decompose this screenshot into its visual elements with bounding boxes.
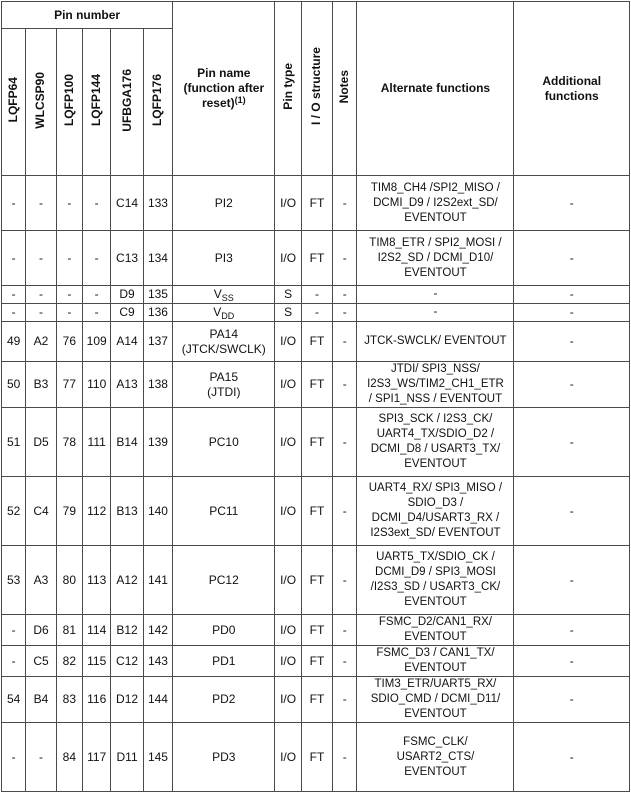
package-header-label: LQFP100 — [61, 73, 76, 127]
pin-type: I/O — [275, 546, 301, 615]
alternate-function-line: EVENTOUT — [404, 765, 467, 778]
alternate-functions — [357, 546, 514, 615]
alternate-functions-header: Alternate functions — [357, 2, 514, 176]
alternate-functions — [357, 231, 514, 286]
pin-ufbga176: C12 — [111, 646, 143, 677]
pin-lqfp176: 135 — [143, 286, 172, 304]
alternate-function-line: DCMI_D9 / I2S2ext_SD/ — [373, 196, 498, 209]
alternate-function-line: UART4_TX/SDIO_D2 / — [376, 428, 495, 440]
pin-description-table — [1, 1, 630, 792]
additional-functions: - — [514, 362, 630, 408]
alternate-function-line: JTCK-SWCLK/ EVENTOUT — [364, 335, 507, 347]
pin-name-text: PD0 — [212, 622, 236, 637]
pin-lqfp64: 49 — [2, 322, 26, 362]
alternate-function-line: FSMC_D2/CAN1_RX/ — [378, 616, 492, 628]
alternate-function-line: TIM3_ETR/UART5_RX/ — [374, 678, 497, 690]
pin-name-reset-function: (JTDI) — [207, 384, 241, 399]
pin-name-text: PC11 — [209, 503, 239, 518]
package-header-lqfp100 — [56, 29, 82, 176]
alternate-function-line: - — [433, 306, 438, 318]
pin-name-text: PD1 — [212, 653, 236, 668]
alternate-function-line: DCMI_D4/USART3_RX / — [371, 512, 500, 524]
table-row — [2, 286, 630, 304]
pin-lqfp64: - — [2, 723, 26, 792]
alternate-function-line: FSMC_CLK/ — [403, 735, 468, 748]
pin-lqfp144: - — [83, 176, 111, 231]
pin-wlcsp90: A2 — [26, 322, 56, 362]
pin-name — [173, 646, 275, 677]
pin-ufbga176: A14 — [111, 322, 143, 362]
pin-type-header — [275, 2, 301, 176]
pin-lqfp176: 144 — [143, 677, 172, 723]
alternate-function-line: SDIO_CMD / DCMI_D11/ — [370, 693, 501, 705]
pin-lqfp100: 84 — [56, 723, 82, 792]
pin-wlcsp90: C5 — [26, 646, 56, 677]
pin-lqfp64: 51 — [2, 408, 26, 477]
pin-lqfp64: - — [2, 304, 26, 322]
alternate-function-line: I2S3ext_SD/ EVENTOUT — [370, 527, 501, 539]
alternate-function-line: DCMI_D9 / SPI3_MOSI — [375, 566, 496, 578]
table-row — [2, 477, 630, 546]
alternate-function-line: USART2_CTS/ — [396, 750, 475, 763]
pin-wlcsp90: - — [26, 231, 56, 286]
pin-number-header: Pin number — [2, 2, 173, 29]
alternate-function-line: EVENTOUT — [404, 631, 467, 643]
table-row — [2, 677, 630, 723]
alternate-functions — [357, 322, 514, 362]
pin-ufbga176: C9 — [111, 304, 143, 322]
pin-type: I/O — [275, 615, 301, 646]
pin-notes: - — [333, 362, 357, 408]
pin-lqfp144: 111 — [83, 408, 111, 477]
pin-name-text: PC10 — [208, 434, 239, 449]
pin-type: I/O — [275, 176, 301, 231]
io-structure: - — [301, 304, 332, 322]
pin-ufbga176: B12 — [111, 615, 143, 646]
pin-lqfp176: 145 — [143, 723, 172, 792]
pin-name-text: PA15 — [209, 369, 239, 384]
pin-name — [173, 723, 275, 792]
pin-notes: - — [333, 677, 357, 723]
package-header-lqfp64 — [2, 29, 26, 176]
pin-lqfp176: 140 — [143, 477, 172, 546]
io-structure: FT — [301, 322, 332, 362]
pin-lqfp144: 113 — [83, 546, 111, 615]
pin-type: S — [275, 304, 301, 322]
pin-type: I/O — [275, 322, 301, 362]
alternate-functions — [357, 176, 514, 231]
alternate-function-line: JTDI/ SPI3_NSS/ — [391, 363, 480, 375]
pin-lqfp144: 110 — [83, 362, 111, 408]
pin-name-text: V — [213, 305, 222, 319]
pin-lqfp64: 52 — [2, 477, 26, 546]
io-structure-header — [301, 2, 332, 176]
pin-name — [173, 176, 275, 231]
io-structure: FT — [301, 408, 332, 477]
pin-notes: - — [333, 231, 357, 286]
alternate-functions — [357, 304, 514, 322]
pin-name — [173, 408, 275, 477]
pin-lqfp100: 83 — [56, 677, 82, 723]
notes-header — [333, 2, 357, 176]
io-structure: FT — [301, 723, 332, 792]
pin-ufbga176: A13 — [111, 362, 143, 408]
pin-type: I/O — [275, 408, 301, 477]
package-header-label: LQFP176 — [150, 73, 165, 127]
alternate-function-line: SPI3_SCK / I2S3_CK/ — [378, 413, 493, 425]
alternate-function-line: /I2S3_SD / USART3_CK/ — [370, 581, 501, 593]
pin-lqfp100: 77 — [56, 362, 82, 408]
table-row — [2, 362, 630, 408]
alternate-function-line: UART5_TX/SDIO_CK / — [376, 551, 495, 563]
pin-lqfp144: 117 — [83, 723, 111, 792]
table-row — [2, 723, 630, 792]
pin-lqfp64: 53 — [2, 546, 26, 615]
pin-name — [173, 546, 275, 615]
alternate-function-line: EVENTOUT — [404, 458, 467, 470]
pin-lqfp176: 139 — [143, 408, 172, 477]
io-structure: FT — [301, 615, 332, 646]
additional-functions: - — [514, 176, 630, 231]
package-header-wlcsp90 — [26, 29, 56, 176]
pin-lqfp100: - — [56, 231, 82, 286]
pin-name-subscript: DD — [221, 311, 235, 321]
pin-lqfp144: 114 — [83, 615, 111, 646]
io-structure-header-label: I / O structure — [309, 47, 324, 126]
pin-ufbga176: B14 — [111, 408, 143, 477]
alternate-functions — [357, 615, 514, 646]
table-row — [2, 322, 630, 362]
pin-wlcsp90: - — [26, 304, 56, 322]
pin-lqfp176: 137 — [143, 322, 172, 362]
alternate-function-line: / SPI1_NSS / EVENTOUT — [368, 393, 503, 405]
alternate-functions — [357, 408, 514, 477]
pin-wlcsp90: B4 — [26, 677, 56, 723]
pin-name-text: PA14 — [209, 326, 239, 341]
additional-functions: - — [514, 408, 630, 477]
pin-name-text: PI2 — [214, 195, 233, 210]
pin-notes: - — [333, 646, 357, 677]
additional-functions: - — [514, 322, 630, 362]
alternate-function-line: SDIO_D3 / — [407, 497, 464, 509]
pin-name-text: PD3 — [212, 749, 236, 764]
alternate-function-line: UART4_RX/ SPI3_MISO / — [368, 482, 503, 494]
pin-lqfp176: 142 — [143, 615, 172, 646]
pin-lqfp176: 133 — [143, 176, 172, 231]
pin-notes: - — [333, 286, 357, 304]
pin-lqfp100: 79 — [56, 477, 82, 546]
pin-wlcsp90: D5 — [26, 408, 56, 477]
package-header-lqfp144 — [83, 29, 111, 176]
pin-wlcsp90: D6 — [26, 615, 56, 646]
additional-functions: - — [514, 477, 630, 546]
pin-lqfp100: - — [56, 304, 82, 322]
additional-functions: - — [514, 646, 630, 677]
pin-name-header-line3: reset) — [201, 96, 235, 110]
io-structure: FT — [301, 477, 332, 546]
pin-lqfp176: 136 — [143, 304, 172, 322]
pin-lqfp144: - — [83, 304, 111, 322]
pin-name-header — [173, 2, 275, 176]
pin-name-header-line2: (function after — [183, 81, 265, 95]
pin-name — [173, 304, 275, 322]
pin-lqfp100: 80 — [56, 546, 82, 615]
pin-lqfp176: 134 — [143, 231, 172, 286]
pin-notes: - — [333, 615, 357, 646]
pin-lqfp64: - — [2, 615, 26, 646]
pin-ufbga176: C14 — [111, 176, 143, 231]
pin-type: I/O — [275, 646, 301, 677]
pin-name-text: V — [213, 287, 222, 301]
alternate-function-line: DCMI_D8 / USART3_TX/ — [370, 443, 501, 455]
additional-functions: - — [514, 723, 630, 792]
pin-name-subscript: SS — [221, 293, 234, 303]
pin-lqfp144: - — [83, 231, 111, 286]
pin-notes: - — [333, 546, 357, 615]
alternate-function-line: I2S3_WS/TIM2_CH1_ETR — [367, 378, 504, 390]
alternate-functions — [357, 362, 514, 408]
io-structure: FT — [301, 231, 332, 286]
table-row — [2, 231, 630, 286]
additional-functions: - — [514, 615, 630, 646]
pin-notes: - — [333, 408, 357, 477]
pin-lqfp64: 54 — [2, 677, 26, 723]
pin-name — [173, 477, 275, 546]
pin-name — [173, 615, 275, 646]
pin-type-header-label: Pin type — [280, 63, 295, 110]
io-structure: FT — [301, 362, 332, 408]
table-row — [2, 176, 630, 231]
alternate-functions — [357, 677, 514, 723]
pin-notes: - — [333, 304, 357, 322]
pin-name — [173, 322, 275, 362]
table-row — [2, 304, 630, 322]
pin-name — [173, 286, 275, 304]
pin-type: I/O — [275, 231, 301, 286]
pin-type: I/O — [275, 723, 301, 792]
pin-lqfp100: 81 — [56, 615, 82, 646]
pin-ufbga176: D12 — [111, 677, 143, 723]
pin-ufbga176: A12 — [111, 546, 143, 615]
alternate-function-line: EVENTOUT — [404, 211, 467, 224]
pin-lqfp144: 112 — [83, 477, 111, 546]
pin-lqfp64: - — [2, 646, 26, 677]
pin-lqfp144: - — [83, 286, 111, 304]
pin-lqfp144: 116 — [83, 677, 111, 723]
alternate-function-line: TIM8_CH4 /SPI2_MISO / — [370, 181, 500, 194]
pin-wlcsp90: A3 — [26, 546, 56, 615]
additional-functions: - — [514, 677, 630, 723]
pin-type: I/O — [275, 477, 301, 546]
pin-name — [173, 231, 275, 286]
pin-lqfp176: 138 — [143, 362, 172, 408]
pin-notes: - — [333, 322, 357, 362]
io-structure: FT — [301, 646, 332, 677]
alternate-function-line: EVENTOUT — [404, 596, 467, 608]
alternate-functions — [357, 723, 514, 792]
pin-name-reset-function: (JTCK/SWCLK) — [181, 341, 266, 356]
alternate-function-line: EVENTOUT — [404, 662, 467, 674]
alternate-functions — [357, 477, 514, 546]
pin-lqfp176: 143 — [143, 646, 172, 677]
table-row — [2, 646, 630, 677]
additional-functions: - — [514, 231, 630, 286]
pin-type: I/O — [275, 362, 301, 408]
pin-name-text: PD2 — [212, 692, 236, 706]
pin-type: I/O — [275, 677, 301, 723]
pin-name-footnote-ref: (1) — [234, 95, 246, 105]
pin-name-header-line1: Pin name — [197, 66, 251, 80]
alternate-functions — [357, 286, 514, 304]
pin-lqfp144: 109 — [83, 322, 111, 362]
pin-name-text: PC12 — [208, 572, 239, 587]
io-structure: FT — [301, 677, 332, 723]
package-header-ufbga176 — [111, 29, 143, 176]
pin-notes: - — [333, 723, 357, 792]
pin-wlcsp90: B3 — [26, 362, 56, 408]
table-row — [2, 408, 630, 477]
package-header-label: LQFP144 — [89, 73, 104, 127]
io-structure: FT — [301, 176, 332, 231]
pin-lqfp144: 115 — [83, 646, 111, 677]
alternate-function-line: I2S2_SD / DCMI_D10/ — [377, 251, 494, 264]
package-header-label: LQFP64 — [6, 77, 21, 123]
pin-notes: - — [333, 477, 357, 546]
pin-lqfp64: - — [2, 176, 26, 231]
additional-functions-header: Additional functions — [514, 2, 630, 176]
pin-lqfp64: 50 — [2, 362, 26, 408]
additional-functions: - — [514, 286, 630, 304]
table-row — [2, 546, 630, 615]
pin-type: S — [275, 286, 301, 304]
notes-header-label: Notes — [337, 69, 352, 104]
table-row — [2, 615, 630, 646]
pin-lqfp100: - — [56, 176, 82, 231]
pin-lqfp100: 82 — [56, 646, 82, 677]
pin-ufbga176: D9 — [111, 286, 143, 304]
alternate-function-line: EVENTOUT — [404, 708, 467, 720]
pin-lqfp64: - — [2, 286, 26, 304]
pin-lqfp176: 141 — [143, 546, 172, 615]
pin-wlcsp90: - — [26, 176, 56, 231]
pin-ufbga176: D11 — [111, 723, 143, 792]
additional-functions: - — [514, 546, 630, 615]
pin-name — [173, 677, 275, 723]
additional-functions: - — [514, 304, 630, 322]
alternate-function-line: FSMC_D3 / CAN1_TX/ — [376, 647, 495, 659]
pin-name — [173, 362, 275, 408]
package-header-lqfp176 — [143, 29, 172, 176]
io-structure: FT — [301, 546, 332, 615]
alternate-functions — [357, 646, 514, 677]
pin-wlcsp90: - — [26, 723, 56, 792]
alternate-function-line: - — [433, 288, 438, 300]
pin-wlcsp90: C4 — [26, 477, 56, 546]
package-header-label: WLCSP90 — [33, 71, 48, 129]
pin-ufbga176: C13 — [111, 231, 143, 286]
pin-notes: - — [333, 176, 357, 231]
pin-lqfp100: - — [56, 286, 82, 304]
alternate-function-line: EVENTOUT — [404, 266, 467, 279]
io-structure: - — [301, 286, 332, 304]
pin-name-text: PI3 — [214, 250, 233, 265]
pin-lqfp100: 78 — [56, 408, 82, 477]
pin-wlcsp90: - — [26, 286, 56, 304]
pin-lqfp100: 76 — [56, 322, 82, 362]
pin-lqfp64: - — [2, 231, 26, 286]
pin-ufbga176: B13 — [111, 477, 143, 546]
alternate-function-line: TIM8_ETR / SPI2_MOSI / — [369, 236, 502, 249]
package-header-label: UFBGA176 — [119, 68, 134, 132]
